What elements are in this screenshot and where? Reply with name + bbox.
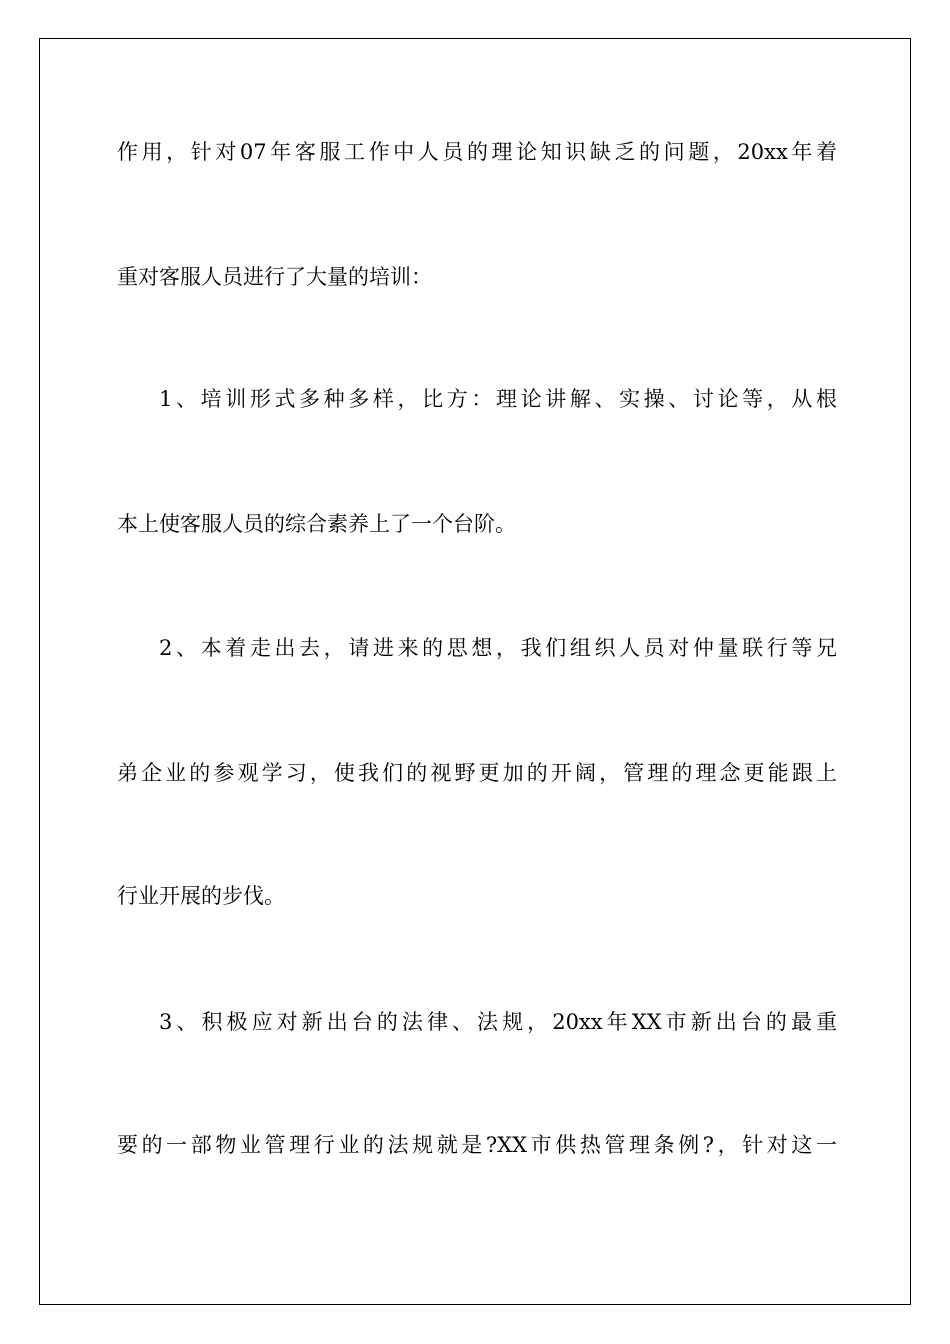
body-text-line: 要的一部物业管理行业的法规就是?XX市供热管理条例?，针对这一: [117, 1133, 837, 1157]
page-border: [39, 38, 911, 1305]
numbered-paragraph-line: 3、积极应对新出台的法律、法规，20xx年XX市新出台的最重: [159, 1010, 837, 1034]
body-text-line: 作用，针对07年客服工作中人员的理论知识缺乏的问题，20xx年着: [117, 140, 837, 164]
numbered-paragraph-line: 2、本着走出去，请进来的思想，我们组织人员对仲量联行等兄: [159, 636, 837, 660]
body-text-line: 重对客服人员进行了大量的培训：: [117, 265, 432, 289]
body-text-line: 行业开展的步伐。: [117, 884, 285, 908]
body-text-line: 弟企业的参观学习，使我们的视野更加的开阔，管理的理念更能跟上: [117, 761, 837, 785]
numbered-paragraph-line: 1、培训形式多种多样，比方：理论讲解、实操、讨论等，从根: [159, 387, 837, 411]
body-text-line: 本上使客服人员的综合素养上了一个台阶。: [117, 512, 516, 536]
